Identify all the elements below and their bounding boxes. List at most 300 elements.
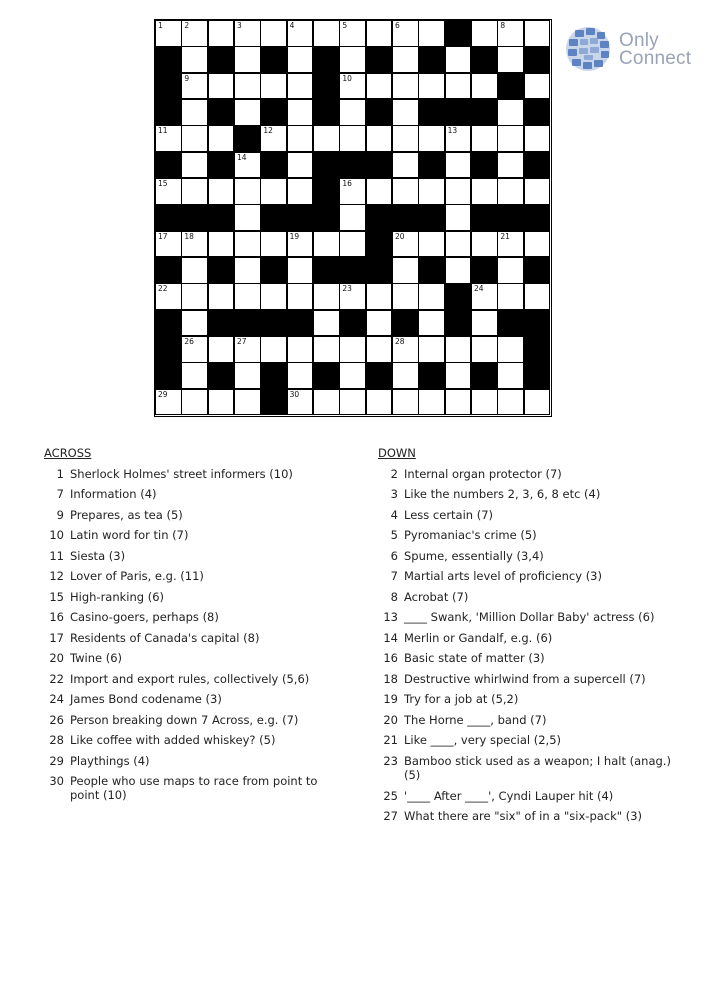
down-clue (378, 484, 678, 505)
grid-cell[interactable] (208, 389, 235, 416)
across-clue-text: Information (4) (70, 487, 157, 501)
grid-cell[interactable] (155, 178, 182, 205)
grid-cell[interactable] (445, 362, 472, 389)
grid-cell[interactable] (418, 20, 445, 47)
grid-cell[interactable] (392, 125, 419, 152)
grid-cell[interactable] (418, 283, 445, 310)
clue-number: 11 (158, 126, 168, 136)
grid-cell-black (392, 310, 419, 337)
grid-cell[interactable] (392, 362, 419, 389)
grid-cell[interactable] (497, 20, 524, 47)
grid-cell[interactable] (339, 73, 366, 100)
grid-cell[interactable] (471, 20, 498, 47)
across-clues (44, 443, 344, 806)
grid-cell[interactable] (287, 336, 314, 363)
grid-cell[interactable] (524, 178, 551, 205)
grid-cell[interactable] (497, 389, 524, 416)
grid-cell[interactable] (524, 231, 551, 258)
across-clue (44, 771, 344, 806)
across-clue (44, 607, 344, 628)
grid-cell-black (313, 257, 340, 284)
wall-logo-icon (563, 24, 615, 76)
grid-cell-black (287, 310, 314, 337)
down-clue (378, 786, 678, 807)
grid-cell[interactable] (339, 46, 366, 73)
grid-cell[interactable] (339, 20, 366, 47)
grid-cell[interactable] (208, 20, 235, 47)
grid-cell-black (208, 362, 235, 389)
grid-cell-black (471, 257, 498, 284)
grid-cell[interactable] (181, 125, 208, 152)
grid-cell[interactable] (339, 178, 366, 205)
down-clue-text: Martial arts level of proficiency (3) (404, 569, 602, 583)
clue-number: 27 (237, 337, 247, 346)
grid-cell[interactable] (524, 283, 551, 310)
grid-cell[interactable] (234, 178, 261, 205)
grid-cell[interactable] (471, 73, 498, 100)
down-clue (378, 587, 678, 608)
across-clue-number: 30 (49, 774, 64, 788)
grid-cell-black (234, 310, 261, 337)
clue-number: 29 (158, 389, 168, 399)
grid-cell[interactable] (287, 73, 314, 100)
grid-cell[interactable] (234, 257, 261, 284)
grid-cell[interactable] (445, 125, 472, 152)
grid-cell[interactable] (471, 389, 498, 416)
grid-cell[interactable] (366, 125, 393, 152)
grid-cell[interactable] (366, 283, 393, 310)
clue-number: 21 (500, 231, 510, 241)
down-clue-text: Less certain (7) (404, 507, 494, 522)
crossword-grid (154, 19, 552, 417)
grid-cell[interactable] (181, 20, 208, 47)
across-clue (44, 464, 344, 485)
grid-cell[interactable] (208, 336, 235, 363)
grid-cell[interactable] (392, 389, 419, 416)
grid-cell[interactable] (234, 20, 261, 47)
down-clue-number: 4 (390, 507, 398, 522)
down-clue-text: Acrobat (7) (404, 589, 469, 604)
across-clue (44, 505, 344, 526)
grid-cell[interactable] (418, 73, 445, 100)
grid-cell[interactable] (392, 178, 419, 205)
grid-cell-black (445, 99, 472, 126)
grid-cell[interactable] (181, 73, 208, 100)
grid-cell[interactable] (445, 389, 472, 416)
grid-cell[interactable] (445, 152, 472, 179)
grid-cell[interactable] (445, 73, 472, 100)
grid-cell-black (260, 257, 287, 284)
grid-cell-black (313, 178, 340, 205)
down-clue-list (378, 464, 678, 827)
grid-cell-black (445, 20, 472, 47)
grid-cell[interactable] (339, 125, 366, 152)
grid-cell-black (418, 257, 445, 284)
grid-cell[interactable] (445, 178, 472, 205)
down-clue (378, 710, 678, 731)
grid-cell[interactable] (445, 204, 472, 231)
across-clue-number: 28 (49, 733, 64, 747)
grid-cell-black (155, 310, 182, 337)
grid-cell[interactable] (234, 46, 261, 73)
grid-cell[interactable] (234, 389, 261, 416)
grid-cell[interactable] (234, 362, 261, 389)
grid-cell[interactable] (339, 99, 366, 126)
down-clue (378, 751, 678, 786)
grid-cell-black (260, 99, 287, 126)
grid-cell[interactable] (339, 204, 366, 231)
grid-cell[interactable] (392, 99, 419, 126)
grid-cell[interactable] (287, 46, 314, 73)
grid-cell[interactable] (339, 336, 366, 363)
grid-cell[interactable] (234, 231, 261, 258)
down-clue-text: The Horne ____, band (7) (404, 712, 547, 727)
grid-cell[interactable] (208, 125, 235, 152)
grid-cell[interactable] (524, 73, 551, 100)
grid-cell[interactable] (339, 362, 366, 389)
grid-cell-black (524, 152, 551, 179)
across-clue-number: 16 (49, 610, 64, 624)
grid-cell[interactable] (260, 20, 287, 47)
grid-cell[interactable] (313, 20, 340, 47)
grid-cell[interactable] (181, 178, 208, 205)
grid-cell-black (445, 310, 472, 337)
grid-cell[interactable] (418, 231, 445, 258)
grid-cell[interactable] (208, 231, 235, 258)
down-clue (378, 806, 678, 827)
grid-cell[interactable] (418, 389, 445, 416)
clue-number: 5 (342, 21, 348, 30)
down-clue-text: ____ Swank, 'Million Dollar Baby' actress (6) (404, 610, 655, 624)
grid-cell-black (155, 152, 182, 179)
grid-cell[interactable] (471, 336, 498, 363)
grid-cell[interactable] (392, 283, 419, 310)
grid-cell[interactable] (181, 257, 208, 284)
grid-cell[interactable] (392, 20, 419, 47)
grid-cell[interactable] (155, 283, 182, 310)
grid-cell[interactable] (497, 283, 524, 310)
grid-cell[interactable] (471, 231, 498, 258)
grid-cell-black (366, 46, 393, 73)
grid-cell-black (418, 152, 445, 179)
across-clue-text: Import and export rules, collectively (5,6) (70, 671, 310, 686)
grid-cell-black (313, 99, 340, 126)
grid-cell[interactable] (339, 283, 366, 310)
grid-cell[interactable] (287, 178, 314, 205)
grid-cell[interactable] (313, 310, 340, 337)
grid-cell[interactable] (497, 257, 524, 284)
grid-cell[interactable] (471, 310, 498, 337)
grid-cell-black (313, 362, 340, 389)
grid-cell[interactable] (524, 125, 551, 152)
down-clue-text: Try for a job at (5,2) (404, 692, 519, 706)
grid-cell-black (366, 204, 393, 231)
clue-number: 4 (289, 21, 295, 30)
down-clue (378, 566, 678, 587)
across-clue (44, 484, 344, 505)
grid-cell-black (366, 231, 393, 258)
across-clue (44, 628, 344, 649)
across-clue-text: Siesta (3) (70, 548, 126, 563)
grid-cell[interactable] (392, 231, 419, 258)
down-clue-text: Bamboo stick used as a weapon; I halt (anag.) (5) (404, 753, 671, 782)
grid-cell[interactable] (208, 73, 235, 100)
grid-cell[interactable] (366, 389, 393, 416)
grid-cell[interactable] (471, 178, 498, 205)
grid-cell[interactable] (418, 178, 445, 205)
grid-cell[interactable] (313, 125, 340, 152)
clue-number: 17 (158, 231, 168, 241)
grid-cell-black (366, 152, 393, 179)
grid-cell[interactable] (497, 46, 524, 73)
down-clue-number: 7 (390, 569, 398, 583)
grid-cell[interactable] (339, 231, 366, 258)
grid-cell[interactable] (287, 362, 314, 389)
grid-cell-black (155, 204, 182, 231)
grid-cell[interactable] (497, 152, 524, 179)
grid-cell-black (471, 99, 498, 126)
clue-number: 3 (237, 21, 242, 30)
across-clue-text: People who use maps to race from point to point (10) (70, 774, 318, 802)
grid-cell[interactable] (392, 257, 419, 284)
grid-cell-black (471, 46, 498, 73)
down-clue-number: 19 (383, 692, 398, 706)
grid-cell-black (208, 99, 235, 126)
grid-cell[interactable] (155, 231, 182, 258)
grid-cell[interactable] (181, 389, 208, 416)
grid-cell[interactable] (234, 336, 261, 363)
grid-cell-black (313, 46, 340, 73)
across-clue-text: Sherlock Holmes' street informers (10) (70, 466, 293, 481)
grid-cell-black (260, 362, 287, 389)
grid-cell[interactable] (313, 231, 340, 258)
grid-cell-black (524, 204, 551, 231)
grid-cell-black (313, 204, 340, 231)
down-clue-text: Destructive whirlwind from a supercell (7) (404, 671, 646, 686)
grid-cell[interactable] (497, 336, 524, 363)
down-heading: DOWN (378, 446, 416, 460)
down-clue (378, 628, 678, 649)
grid-cell-black (208, 310, 235, 337)
grid-cell[interactable] (208, 283, 235, 310)
across-clue (44, 648, 344, 669)
down-clue-number: 2 (390, 466, 398, 481)
grid-cell[interactable] (234, 204, 261, 231)
across-clue-text: Twine (6) (70, 651, 123, 665)
grid-cell[interactable] (392, 46, 419, 73)
grid-cell[interactable] (366, 310, 393, 337)
grid-cell-black (418, 362, 445, 389)
down-clue-text: What there are "six" of in a "six-pack" (3) (404, 809, 643, 823)
grid-cell[interactable] (234, 152, 261, 179)
grid-cell[interactable] (155, 389, 182, 416)
grid-cell-black (524, 336, 551, 363)
grid-cell[interactable] (445, 336, 472, 363)
grid-cell[interactable] (445, 257, 472, 284)
grid-cell-black (155, 362, 182, 389)
grid-cell[interactable] (181, 231, 208, 258)
grid-cell[interactable] (392, 152, 419, 179)
grid-cell[interactable] (287, 283, 314, 310)
grid-cell[interactable] (260, 336, 287, 363)
grid-cell[interactable] (181, 99, 208, 126)
grid-cell[interactable] (497, 231, 524, 258)
grid-cell-black (418, 46, 445, 73)
grid-cell[interactable] (366, 20, 393, 47)
grid-cell[interactable] (287, 231, 314, 258)
grid-cell[interactable] (366, 73, 393, 100)
grid-cell-black (260, 389, 287, 416)
grid-cell-black (155, 257, 182, 284)
logo-text-only: Only (619, 30, 659, 51)
grid-cell-black (313, 73, 340, 100)
grid-cell[interactable] (181, 336, 208, 363)
grid-cell-black (497, 310, 524, 337)
across-clue-number: 29 (49, 753, 64, 768)
across-clue-text: High-ranking (6) (70, 589, 165, 604)
down-clue-text: '____ After ____', Cyndi Lauper hit (4) (404, 788, 614, 803)
grid-cell[interactable] (445, 46, 472, 73)
across-clue-number: 15 (49, 589, 64, 604)
grid-cell[interactable] (287, 125, 314, 152)
across-clue-text: Like coffee with added whiskey? (5) (70, 733, 276, 747)
down-clue-number: 20 (383, 712, 398, 727)
grid-cell-black (339, 152, 366, 179)
down-clue-number: 8 (390, 589, 398, 604)
grid-cell-black (313, 152, 340, 179)
clue-number: 22 (158, 284, 168, 294)
grid-cell-black (366, 362, 393, 389)
grid-cell[interactable] (313, 336, 340, 363)
grid-cell[interactable] (497, 125, 524, 152)
grid-cell-black (208, 46, 235, 73)
grid-cell-black (339, 310, 366, 337)
clue-number: 18 (184, 231, 194, 241)
grid-cell-black (155, 46, 182, 73)
down-clue-number: 27 (383, 809, 398, 823)
grid-cell[interactable] (287, 20, 314, 47)
grid-cell[interactable] (260, 178, 287, 205)
grid-cell[interactable] (181, 283, 208, 310)
across-clue-number: 17 (49, 630, 64, 645)
down-clue-text: Like the numbers 2, 3, 6, 8 etc (4) (404, 487, 601, 501)
down-clue-text: Merlin or Gandalf, e.g. (6) (404, 630, 553, 645)
grid-cell[interactable] (234, 99, 261, 126)
down-clue-number: 14 (383, 630, 398, 645)
grid-cell[interactable] (497, 362, 524, 389)
grid-cell[interactable] (181, 152, 208, 179)
grid-cell[interactable] (497, 178, 524, 205)
grid-cell[interactable] (155, 125, 182, 152)
across-clue (44, 525, 344, 546)
down-clue-number: 5 (390, 528, 398, 542)
grid-cell[interactable] (260, 125, 287, 152)
across-clue (44, 546, 344, 567)
grid-cell[interactable] (260, 283, 287, 310)
grid-cell[interactable] (445, 231, 472, 258)
across-clue-number: 10 (49, 528, 64, 542)
grid-cell-black (260, 46, 287, 73)
across-clue-text: Playthings (4) (70, 753, 150, 768)
grid-cell-black (366, 99, 393, 126)
grid-cell[interactable] (313, 283, 340, 310)
down-clue-number: 3 (390, 487, 398, 501)
grid-cell-black (524, 362, 551, 389)
grid-cell-black (260, 152, 287, 179)
grid-cell[interactable] (155, 20, 182, 47)
down-clue-number: 13 (383, 610, 398, 624)
down-clue (378, 505, 678, 526)
grid-cell-black (445, 283, 472, 310)
grid-cell[interactable] (260, 231, 287, 258)
grid-cell[interactable] (524, 389, 551, 416)
grid-cell[interactable] (392, 73, 419, 100)
grid-cell[interactable] (418, 336, 445, 363)
clue-number: 28 (395, 337, 405, 346)
grid-cell-black (418, 204, 445, 231)
grid-cell-black (497, 73, 524, 100)
across-clue-number: 22 (49, 671, 64, 686)
grid-cell[interactable] (392, 336, 419, 363)
grid-cell[interactable] (287, 257, 314, 284)
grid-cell[interactable] (366, 178, 393, 205)
grid-cell[interactable] (497, 99, 524, 126)
down-clue (378, 607, 678, 628)
grid-cell[interactable] (287, 389, 314, 416)
grid-cell[interactable] (418, 125, 445, 152)
clue-number: 10 (342, 73, 352, 83)
grid-cell[interactable] (471, 125, 498, 152)
down-clue (378, 464, 678, 485)
across-clue (44, 587, 344, 608)
clue-number: 30 (289, 389, 300, 399)
grid-cell[interactable] (260, 73, 287, 100)
across-clue-number: 1 (56, 466, 64, 481)
down-clue (378, 730, 678, 751)
across-clue-text: Residents of Canada's capital (8) (70, 630, 260, 645)
grid-cell[interactable] (181, 310, 208, 337)
grid-cell[interactable] (287, 99, 314, 126)
grid-cell-black (524, 310, 551, 337)
grid-cell-black (260, 204, 287, 231)
across-clue (44, 566, 344, 587)
grid-cell[interactable] (339, 389, 366, 416)
across-clue (44, 730, 344, 751)
grid-cell[interactable] (471, 283, 498, 310)
across-clue (44, 751, 344, 772)
grid-cell-black (260, 310, 287, 337)
grid-cell[interactable] (208, 178, 235, 205)
grid-cell[interactable] (234, 283, 261, 310)
grid-cell-black (181, 204, 208, 231)
clue-number: 16 (342, 179, 352, 188)
grid-cell[interactable] (313, 389, 340, 416)
grid-cell[interactable] (418, 310, 445, 337)
grid-cell-black (471, 362, 498, 389)
grid-cell-black (497, 204, 524, 231)
grid-cell[interactable] (181, 362, 208, 389)
grid-cell[interactable] (287, 152, 314, 179)
grid-cell[interactable] (234, 73, 261, 100)
clue-number: 12 (263, 126, 273, 136)
across-clue-number: 7 (56, 487, 64, 501)
grid-cell-black (155, 99, 182, 126)
across-clue-text: Person breaking down 7 Across, e.g. (7) (70, 712, 299, 727)
grid-cell[interactable] (366, 336, 393, 363)
grid-cell[interactable] (524, 20, 551, 47)
grid-cell-black (208, 204, 235, 231)
grid-cell[interactable] (181, 46, 208, 73)
